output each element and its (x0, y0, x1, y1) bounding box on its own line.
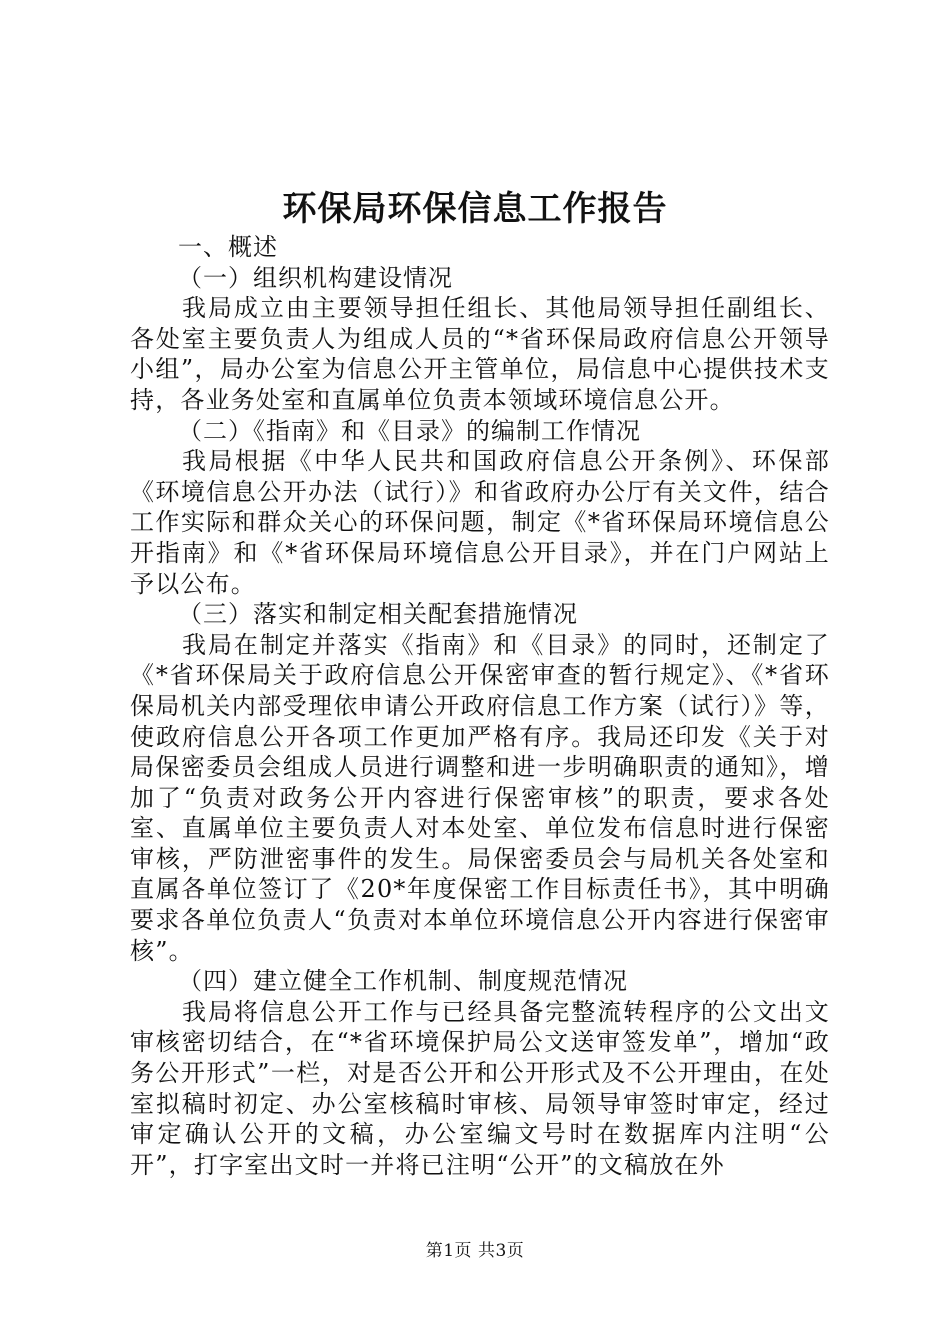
paragraph-organization: 我局成立由主要领导担任组长、其他局领导担任副组长、各处室主要负责人为组成人员的“*省环保局政府信息公开领导小组”，局办公室为信息公开主管单位，局信息中心提供技术支持，各业务处室和直属单位负责本领域环境信息公开。 (130, 294, 830, 414)
subsection-heading-organization: （一）组织机构建设情况 (178, 263, 453, 292)
paragraph-guide-catalog: 我局根据《中华人民共和国政府信息公开条例》、环保部《环境信息公开办法（试行）》和省政府办公厅有关文件，结合工作实际和群众关心的环保问题，制定《*省环保局环境信息公开指南》和《*省环保局环境信息公开目录》，并在门户网站上予以公布。 (130, 447, 830, 598)
document-title: 环保局环保信息工作报告 (282, 189, 668, 229)
subsection-heading-guide-catalog: （二）《指南》和《目录》的编制工作情况 (178, 416, 641, 445)
section-heading-overview: 一、概述 (178, 233, 278, 261)
paragraph-measures: 我局在制定并落实《指南》和《目录》的同时，还制定了《*省环保局关于政府信息公开保密审查的暂行规定》、《*省环保局机关内部受理依申请公开政府信息工作方案（试行）》等，使政府信息公开各项工作更加严格有序。我局还印发《关于对局保密委员会组成人员进行调整和进一步明确职责的通知》，增加了“负责对政务公开内容进行保密审核”的职责，要求各处室、直属单位主要负责人对本处室、单位发布信息时进行保密审核，严防泄密事件的发生。局保密委员会与局机关各处室和直属各单位签订了《20*年度保密工作目标责任书》，其中明确要求各单位负责人“负责对本单位环境信息公开内容进行保密审核”。 (130, 630, 830, 965)
subsection-heading-measures: （三）落实和制定相关配套措施情况 (178, 600, 578, 629)
document-body (130, 232, 830, 1180)
page-number-footer: 第1页 共3页 (425, 1241, 525, 1261)
paragraph-mechanism: 我局将信息公开工作与已经具备完整流转程序的公文出文审核密切结合，在“*省环境保护局公文送审签发单”，增加“政务公开形式”一栏，对是否公开和公开形式及不公开理由，在处室拟稿时初定、办公室核稿时审核、局领导审签时审定，经过审定确认公开的文稿，办公室编文号时在数据库内注明“公开”，打字室出文时一并将已注明“公开”的文稿放在外 (130, 997, 830, 1179)
subsection-heading-mechanism: （四）建立健全工作机制、制度规范情况 (178, 967, 628, 996)
